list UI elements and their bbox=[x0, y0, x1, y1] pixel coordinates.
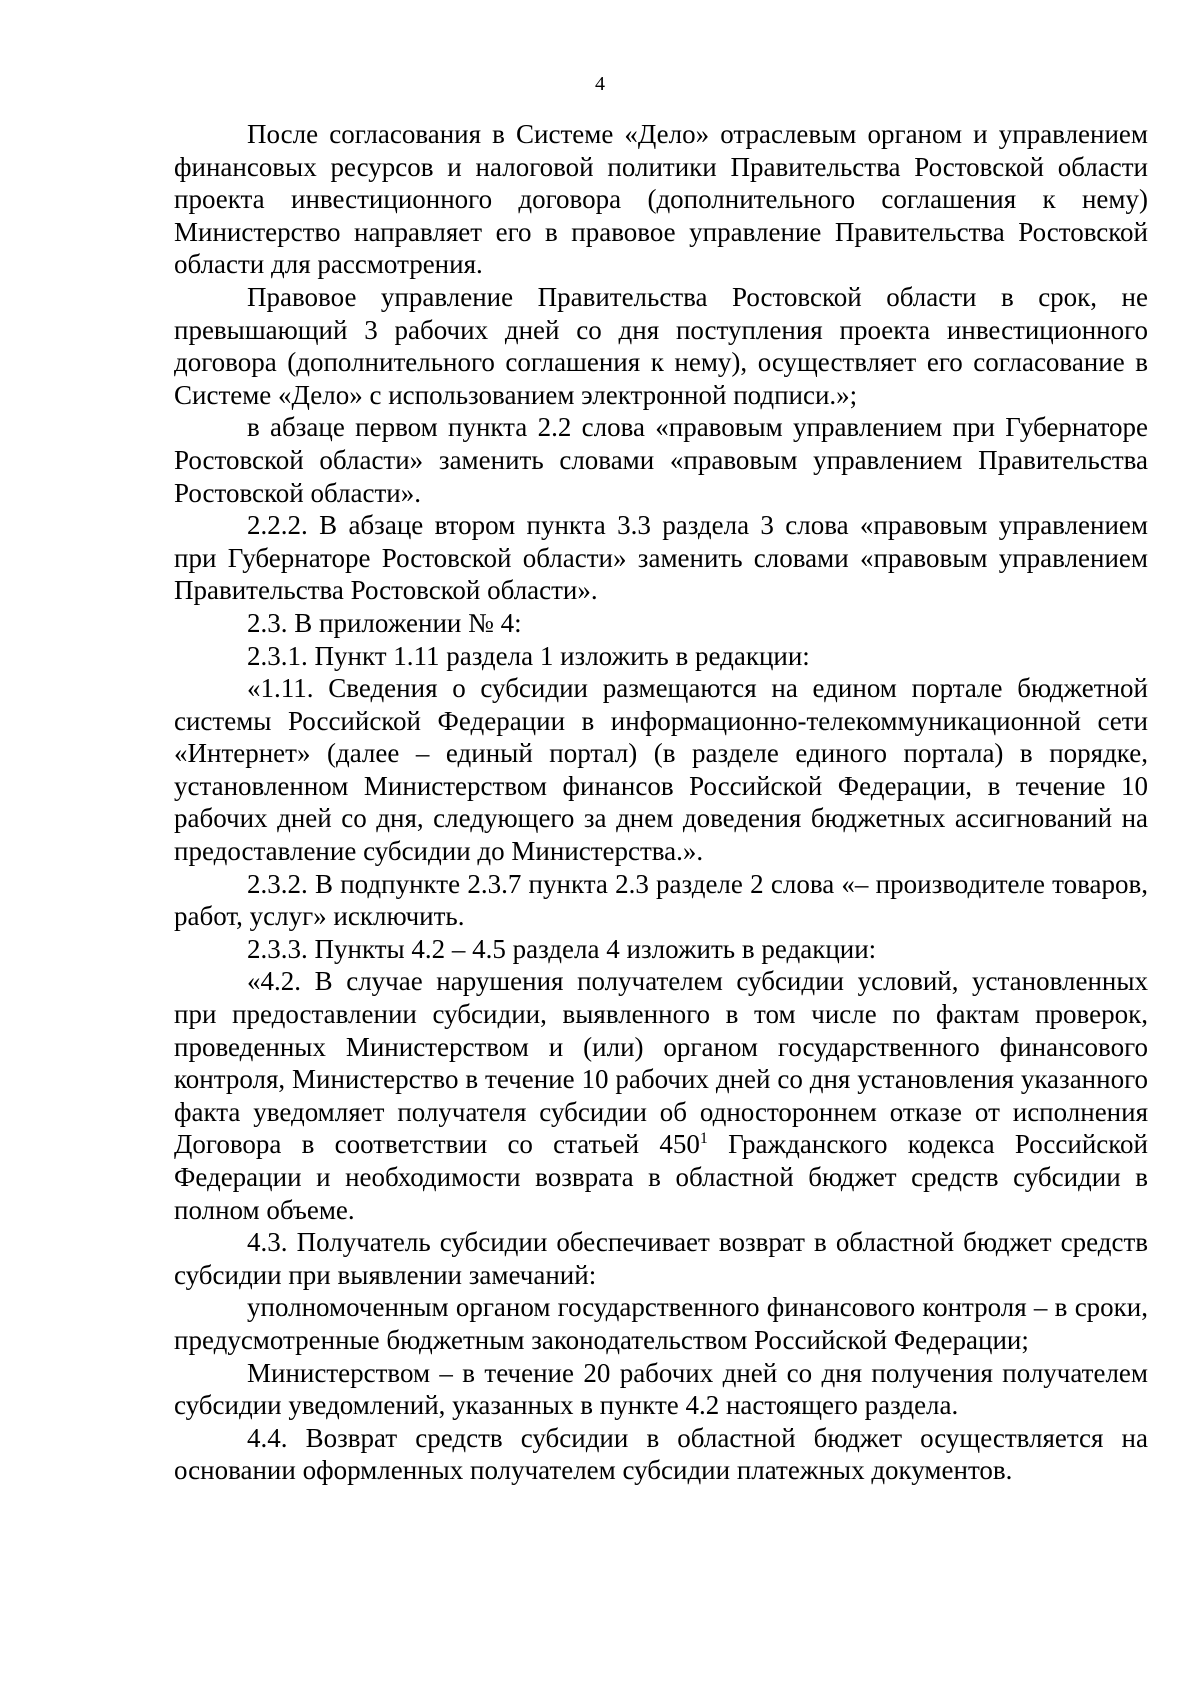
paragraph-9: 2.3.3. Пункты 4.2 – 4.5 раздела 4 изложить в редакции: bbox=[247, 933, 877, 964]
paragraph-10-text-before: «4.2. В случае нарушения получателем субсидии условий, установленных при предоставлении субсидии, выявленного в том числе по фактам проверок, проведенных Министерством и (или) органом государственного финансового контроля, Министерство в течение 10 рабочих дней со дня установления указанного факта уведомляет получателя субсидии об одностороннем отказе от исполнения Договора в соответствии со статьей 450 bbox=[174, 966, 1148, 1160]
paragraph-2: Правовое управление Правительства Ростовской области в срок, не превышающий 3 рабочих дней со дня поступления проекта инвестиционного договора (дополнительного соглашения к нему), осуществляет его согласование в Системе «Дело» с использованием электронной подписи.»; bbox=[174, 281, 1148, 410]
paragraph-13: Министерством – в течение 20 рабочих дней со дня получения получателем субсидии уведомлений, указанных в пункте 4.2 настоящего раздела. bbox=[174, 1357, 1148, 1421]
paragraph-8: 2.3.2. В подпункте 2.3.7 пункта 2.3 разделе 2 слова «– производителе товаров, работ, услуг» исключить. bbox=[174, 868, 1148, 932]
paragraph-14: 4.4. Возврат средств субсидии в областной бюджет осуществляется на основании оформленных получателем субсидии платежных документов. bbox=[174, 1422, 1148, 1486]
paragraph-4: 2.2.2. В абзаце втором пункта 3.3 раздела 3 слова «правовым управлением при Губернаторе Ростовской области» заменить словами «правовым управлением Правительства Ростовской области». bbox=[174, 510, 1148, 606]
paragraph-12: уполномоченным органом государственного финансового контроля – в сроки, предусмотренные бюджетным законодательством Российской Федерации; bbox=[174, 1292, 1148, 1355]
paragraph-1: После согласования в Системе «Дело» отраслевым органом и управлением финансовых ресурсов и налоговой политики Правительства Ростовской области проекта инвестиционного договора (дополнительного соглашения к нему) Министерство направляет его в правовое управление Правительства Ростовской области для рассмотрения. bbox=[174, 119, 1148, 280]
paragraph-10-text-after: Гражданского кодекса Российской Федерации и необходимости возврата в областной бюджет средств субсидии в полном объеме. bbox=[174, 1129, 1148, 1225]
paragraph-10 bbox=[174, 965, 1148, 1226]
paragraph-5: 2.3. В приложении № 4: bbox=[247, 607, 522, 638]
document-body bbox=[174, 118, 1148, 1487]
page-number: 4 bbox=[595, 73, 605, 95]
paragraph-10-superscript: 1 bbox=[699, 1130, 708, 1148]
paragraph-3: в абзаце первом пункта 2.2 слова «правовым управлением при Губернаторе Ростовской области» заменить словами «правовым управлением Правительства Ростовской области». bbox=[174, 412, 1148, 508]
paragraph-7: «1.11. Сведения о субсидии размещаются на едином портале бюджетной системы Российской Федерации в информационно-телекоммуникационной сети «Интернет» (далее – единый портал) (в разделе единого портала) в порядке, установленном Министерством финансов Российской Федерации, в течение 10 рабочих дней со дня, следующего за днем доведения бюджетных ассигнований на предоставление субсидии до Министерства.». bbox=[174, 673, 1148, 867]
paragraph-11: 4.3. Получатель субсидии обеспечивает возврат в областной бюджет средств субсидии при выявлении замечаний: bbox=[174, 1227, 1148, 1290]
paragraph-6: 2.3.1. Пункт 1.11 раздела 1 изложить в редакции: bbox=[247, 640, 810, 671]
